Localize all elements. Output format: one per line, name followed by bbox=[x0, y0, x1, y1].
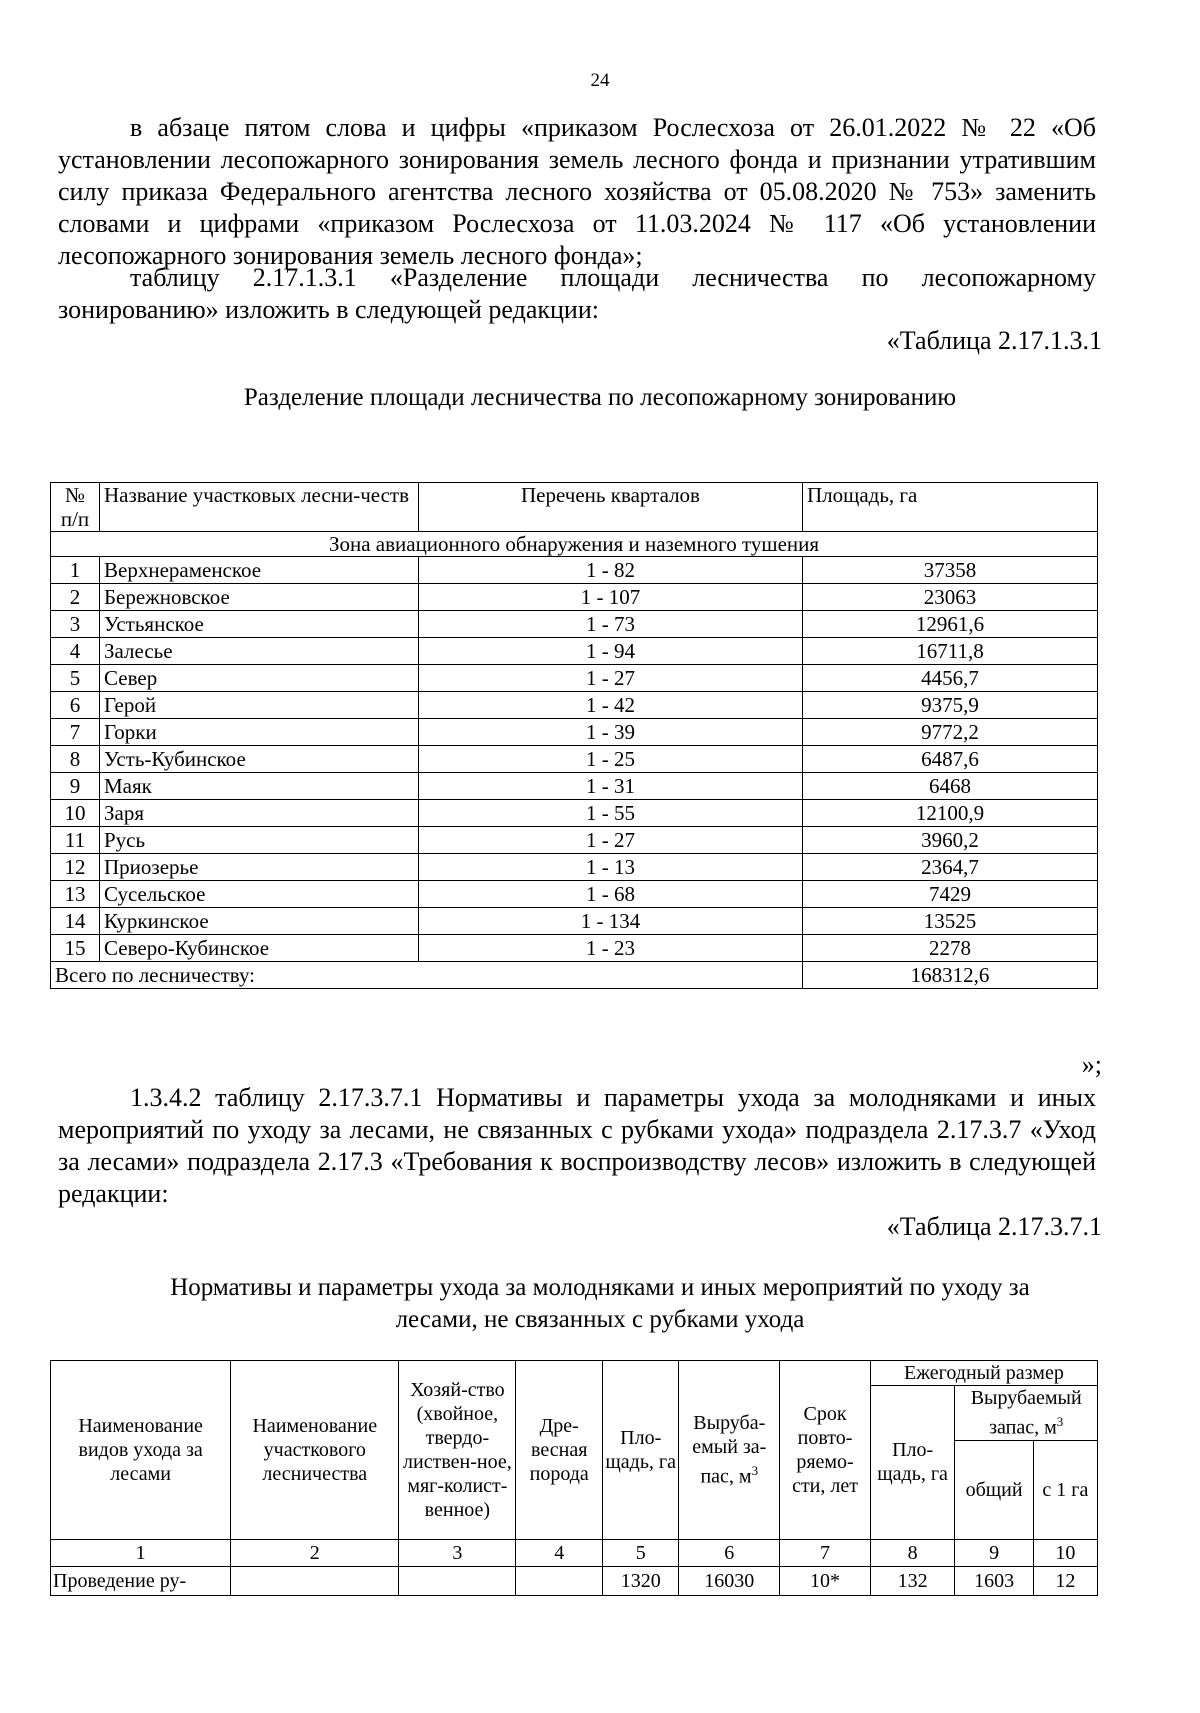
row-name: Горки bbox=[100, 719, 419, 746]
cell-period: 10* bbox=[780, 1566, 871, 1595]
header-area: Площадь, га bbox=[803, 483, 1098, 532]
table-row bbox=[51, 665, 1098, 692]
fire-zoning-table bbox=[50, 482, 1098, 989]
row-quarters: 1 - 134 bbox=[419, 908, 803, 935]
row-area: 2364,7 bbox=[803, 854, 1098, 881]
table2-title-line2: лесами, не связанных с рубками ухода bbox=[395, 1306, 805, 1333]
row-num: 7 bbox=[51, 719, 100, 746]
row-quarters: 1 - 107 bbox=[419, 584, 803, 611]
header-economy: Хозяй-ство (хвойное, твердо-листвен-ное, мяг-колист-венное) bbox=[399, 1361, 516, 1540]
total-row bbox=[51, 962, 1098, 989]
row-quarters: 1 - 27 bbox=[419, 665, 803, 692]
header-annual-area: Пло-щадь, га bbox=[870, 1386, 955, 1540]
row-name: Герой bbox=[100, 692, 419, 719]
col-index: 4 bbox=[516, 1539, 603, 1566]
header-num: № п/п bbox=[51, 483, 100, 532]
header-cut-volume bbox=[955, 1386, 1098, 1441]
row-quarters: 1 - 42 bbox=[419, 692, 803, 719]
row-num: 12 bbox=[51, 854, 100, 881]
row-area: 12100,9 bbox=[803, 800, 1098, 827]
row-area: 7429 bbox=[803, 881, 1098, 908]
col-index: 3 bbox=[399, 1539, 516, 1566]
intro-paragraph-1: в абзаце пятом слова и цифры «приказом Рослесхоза от 26.01.2022 № 22 «Об установлении лесопожарного зонирования земель лесного фонда и признании утратившим силу приказа Федерального агентства лесного хозяйства от 05.08.2020 № 753» заменить словами и цифрами «приказом Рослесхоза от 11.03.2024 № 117 «Об установлении лесопожарного зонирования земель лесного фонда»; bbox=[58, 113, 1096, 270]
row-name: Устьянское bbox=[100, 611, 419, 638]
header-district: Наименование участкового лесничества bbox=[231, 1361, 399, 1540]
table-row bbox=[51, 692, 1098, 719]
row-quarters: 1 - 23 bbox=[419, 935, 803, 962]
row-quarters: 1 - 55 bbox=[419, 800, 803, 827]
row-name: Заря bbox=[100, 800, 419, 827]
row-num: 14 bbox=[51, 908, 100, 935]
cell-economy bbox=[399, 1566, 516, 1595]
row-quarters: 1 - 13 bbox=[419, 854, 803, 881]
table-row bbox=[51, 773, 1098, 800]
row-num: 11 bbox=[51, 827, 100, 854]
header-volume-text: Выруба-емый за-пас, м bbox=[692, 1412, 767, 1488]
table-row bbox=[51, 827, 1098, 854]
table-row bbox=[51, 1566, 1098, 1595]
row-num: 1 bbox=[51, 557, 100, 584]
table-row bbox=[51, 908, 1098, 935]
cell-care-type: Проведение ру- bbox=[51, 1566, 231, 1595]
row-num: 15 bbox=[51, 935, 100, 962]
zone-label: Зона авиационного обнаружения и наземного тушения bbox=[51, 532, 1098, 557]
page-number: 24 bbox=[590, 70, 610, 91]
table2-header-row-1 bbox=[51, 1361, 1098, 1386]
zone-row bbox=[51, 532, 1098, 557]
cell-per-ha: 12 bbox=[1033, 1566, 1097, 1595]
header-annual: Ежегодный размер bbox=[870, 1361, 1097, 1386]
column-index-row bbox=[51, 1539, 1098, 1566]
row-num: 2 bbox=[51, 584, 100, 611]
row-name: Верхнераменское bbox=[100, 557, 419, 584]
row-area: 4456,7 bbox=[803, 665, 1098, 692]
header-total: общий bbox=[955, 1440, 1033, 1539]
row-quarters: 1 - 39 bbox=[419, 719, 803, 746]
row-name: Северо-Кубинское bbox=[100, 935, 419, 962]
header-species: Дре-весная порода bbox=[516, 1361, 603, 1540]
table1-title: Разделение площади лесничества по лесопожарному зонированию bbox=[243, 384, 957, 411]
header-care-type: Наименование видов ухода за лесами bbox=[51, 1361, 231, 1540]
cell-volume: 16030 bbox=[679, 1566, 780, 1595]
row-num: 3 bbox=[51, 611, 100, 638]
row-name: Бережновское bbox=[100, 584, 419, 611]
row-num: 6 bbox=[51, 692, 100, 719]
row-quarters: 1 - 73 bbox=[419, 611, 803, 638]
row-num: 5 bbox=[51, 665, 100, 692]
col-index: 5 bbox=[603, 1539, 679, 1566]
row-num: 8 bbox=[51, 746, 100, 773]
total-label: Всего по лесничеству: bbox=[51, 962, 803, 989]
table-row bbox=[51, 611, 1098, 638]
forest-care-table bbox=[50, 1360, 1098, 1596]
row-name: Куркинское bbox=[100, 908, 419, 935]
col-index: 8 bbox=[870, 1539, 955, 1566]
row-name: Приозерье bbox=[100, 854, 419, 881]
col-index: 10 bbox=[1033, 1539, 1097, 1566]
row-quarters: 1 - 94 bbox=[419, 638, 803, 665]
cell-species bbox=[516, 1566, 603, 1595]
header-cut-volume-sup: 3 bbox=[1056, 1414, 1064, 1429]
row-name: Сусельское bbox=[100, 881, 419, 908]
table2-label: «Таблица 2.17.3.7.1 bbox=[886, 1212, 1102, 1241]
table1-closing-quote: »; bbox=[1081, 1050, 1102, 1079]
table1-header-row bbox=[51, 483, 1098, 532]
row-area: 6487,6 bbox=[803, 746, 1098, 773]
row-area: 37358 bbox=[803, 557, 1098, 584]
row-area: 23063 bbox=[803, 584, 1098, 611]
row-area: 12961,6 bbox=[803, 611, 1098, 638]
row-num: 4 bbox=[51, 638, 100, 665]
row-name: Русь bbox=[100, 827, 419, 854]
row-quarters: 1 - 68 bbox=[419, 881, 803, 908]
total-value: 168312,6 bbox=[803, 962, 1098, 989]
table-row bbox=[51, 935, 1098, 962]
row-num: 9 bbox=[51, 773, 100, 800]
section2-paragraph: 1.3.4.2 таблицу 2.17.3.7.1 Нормативы и параметры ухода за молодняками и иных мероприятий по уходу за лесами, не связанных с рубками ухода» подраздела 2.17.3.7 «Уход за лесами» подраздела 2.17.3 «Требования к воспроизводству лесов» изложить в следующей редакции: bbox=[58, 1083, 1096, 1208]
cell-total: 1603 bbox=[955, 1566, 1033, 1595]
table-row bbox=[51, 584, 1098, 611]
row-area: 2278 bbox=[803, 935, 1098, 962]
header-volume bbox=[679, 1361, 780, 1540]
intro-paragraph-2: таблицу 2.17.1.3.1 «Разделение площади лесничества по лесопожарному зонированию» изложить в следующей редакции: bbox=[58, 263, 1096, 324]
row-area: 6468 bbox=[803, 773, 1098, 800]
header-area: Пло-щадь, га bbox=[603, 1361, 679, 1540]
table2-title-line1: Нормативы и параметры ухода за молодняками и иных мероприятий по уходу за bbox=[170, 1274, 1030, 1301]
row-num: 13 bbox=[51, 881, 100, 908]
table-row bbox=[51, 881, 1098, 908]
row-name: Усть-Кубинское bbox=[100, 746, 419, 773]
row-area: 9375,9 bbox=[803, 692, 1098, 719]
row-quarters: 1 - 25 bbox=[419, 746, 803, 773]
col-index: 2 bbox=[231, 1539, 399, 1566]
row-name: Север bbox=[100, 665, 419, 692]
cell-district bbox=[231, 1566, 399, 1595]
cell-area: 1320 bbox=[603, 1566, 679, 1595]
table-row bbox=[51, 638, 1098, 665]
row-area: 3960,2 bbox=[803, 827, 1098, 854]
row-quarters: 1 - 31 bbox=[419, 773, 803, 800]
header-cut-volume-text: Вырубаемый запас, м bbox=[970, 1387, 1082, 1439]
row-name: Маяк bbox=[100, 773, 419, 800]
header-quarters: Перечень кварталов bbox=[419, 483, 803, 532]
header-period: Срок повто-ряемо-сти, лет bbox=[780, 1361, 871, 1540]
header-per-ha: с 1 га bbox=[1033, 1440, 1097, 1539]
header-volume-sup: 3 bbox=[751, 1463, 759, 1478]
cell-annual-area: 132 bbox=[870, 1566, 955, 1595]
header-name: Название участковых лесни-честв bbox=[100, 483, 419, 532]
col-index: 9 bbox=[955, 1539, 1033, 1566]
table-row bbox=[51, 557, 1098, 584]
row-area: 13525 bbox=[803, 908, 1098, 935]
table-row bbox=[51, 746, 1098, 773]
table1-label: «Таблица 2.17.1.3.1 bbox=[886, 326, 1102, 355]
row-area: 9772,2 bbox=[803, 719, 1098, 746]
col-index: 1 bbox=[51, 1539, 231, 1566]
row-num: 10 bbox=[51, 800, 100, 827]
row-quarters: 1 - 82 bbox=[419, 557, 803, 584]
col-index: 6 bbox=[679, 1539, 780, 1566]
table-row bbox=[51, 719, 1098, 746]
col-index: 7 bbox=[780, 1539, 871, 1566]
row-name: Залесье bbox=[100, 638, 419, 665]
row-quarters: 1 - 27 bbox=[419, 827, 803, 854]
table-row bbox=[51, 854, 1098, 881]
table-row bbox=[51, 800, 1098, 827]
row-area: 16711,8 bbox=[803, 638, 1098, 665]
